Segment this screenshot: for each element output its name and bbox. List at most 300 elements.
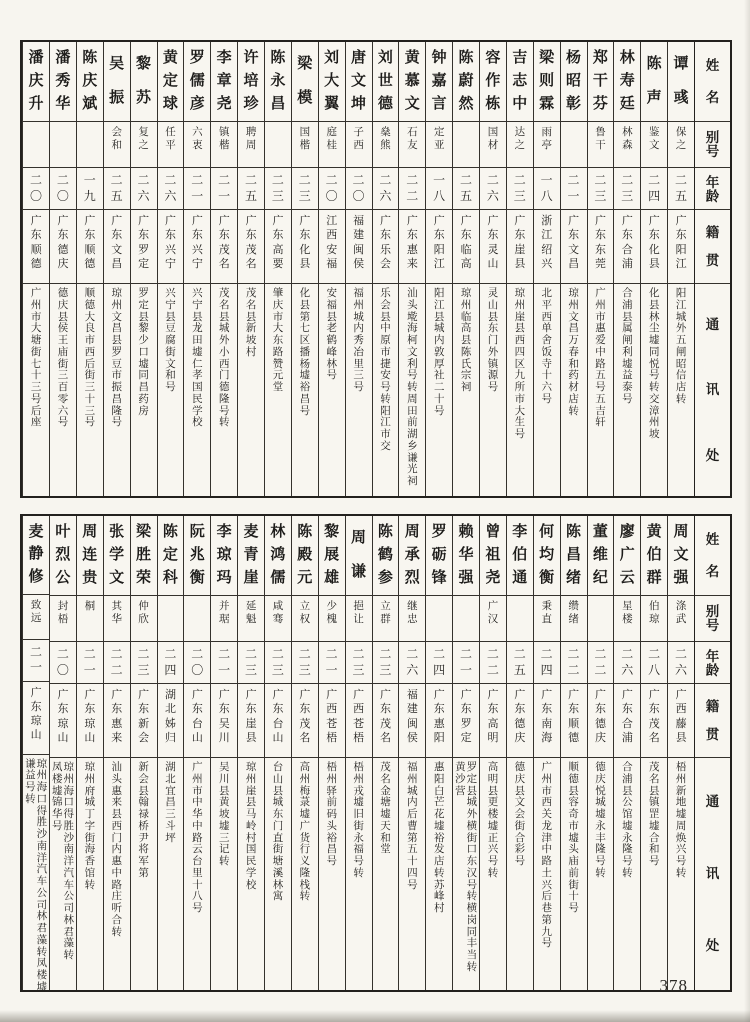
vertical-text-line: 二 一 <box>191 172 204 203</box>
vertical-text-line: 广 东 新 会 <box>138 689 150 744</box>
name-cell <box>561 516 587 596</box>
native-place-cell <box>104 210 130 284</box>
address-cell <box>104 758 130 990</box>
address-lines <box>158 758 184 990</box>
address-cell <box>373 758 399 990</box>
header-column <box>694 42 730 496</box>
alias-cell <box>534 122 560 168</box>
vertical-text-line: 容 作 栋 <box>485 50 501 112</box>
native-place-cell <box>641 684 667 758</box>
name-cell <box>507 42 533 122</box>
vertical-text-line: 潘 秀 华 <box>55 50 71 112</box>
address-lines <box>211 284 237 496</box>
vertical-text-line: 李 伯 通 <box>512 524 528 586</box>
person-column <box>76 516 103 990</box>
vertical-text-line: 二 三 <box>594 172 607 203</box>
address-lines <box>534 758 560 990</box>
alias-cell <box>507 122 533 168</box>
vertical-text-line: 广 东 南 海 <box>541 689 553 744</box>
name-cell <box>104 42 130 122</box>
age-cell <box>292 642 318 684</box>
age-cell <box>158 168 184 210</box>
age-cell <box>238 168 264 210</box>
name-cell <box>50 42 76 122</box>
address-lines <box>184 758 210 990</box>
vertical-text-line: 刘 世 德 <box>377 50 393 112</box>
header-alias-cell <box>695 596 730 642</box>
name-cell <box>588 42 614 122</box>
native-place-cell <box>588 684 614 758</box>
alias-cell <box>104 122 130 168</box>
person-column <box>479 42 506 496</box>
vertical-text-line: 二 〇 <box>352 172 365 203</box>
person-column <box>372 42 399 496</box>
person-column <box>291 42 318 496</box>
alias-cell <box>588 596 614 642</box>
vertical-text-line: 董 维 纪 <box>592 524 608 586</box>
address-lines <box>238 284 264 496</box>
address-cell <box>238 284 264 496</box>
age-cell <box>561 642 587 684</box>
vertical-text-line: 广 东 德 庆 <box>514 689 526 744</box>
vertical-text-line: 广 东 德 庆 <box>594 689 606 744</box>
person-column <box>22 516 49 990</box>
native-place-cell <box>588 210 614 284</box>
native-place-cell <box>373 210 399 284</box>
native-place-cell <box>238 684 264 758</box>
vertical-text-line: 顺 德 大 良 市 西 后 街 三 十 三 号 <box>84 288 96 429</box>
vertical-text-line: 其 华 <box>111 601 122 626</box>
name-cell <box>668 42 694 122</box>
age-cell <box>184 642 210 684</box>
person-column <box>264 42 291 496</box>
alias-cell <box>453 122 479 168</box>
alias-cell <box>373 122 399 168</box>
alias-cell <box>480 596 506 642</box>
person-column <box>237 516 264 990</box>
vertical-text-line: 年 龄 <box>705 175 720 204</box>
age-cell <box>77 168 103 210</box>
name-cell <box>588 516 614 596</box>
vertical-text-line: 复 之 <box>138 127 149 152</box>
alias-cell <box>50 596 76 642</box>
address-cell <box>373 284 399 496</box>
vertical-text-line: 任 平 <box>165 127 176 152</box>
vertical-text-line: 二 三 <box>271 172 284 203</box>
vertical-text-line: 咸 骞 <box>272 601 284 626</box>
address-cell <box>77 758 103 990</box>
address-lines <box>319 284 345 496</box>
vertical-text-line: 二 六 <box>406 646 419 677</box>
address-cell <box>23 284 49 496</box>
vertical-text-line: 会 和 <box>111 127 122 152</box>
vertical-text-line: 广 东 琼 山 <box>30 686 42 742</box>
vertical-text-line: 立 群 <box>380 601 391 626</box>
vertical-text-line: 德 庆 县 侯 王 庙 街 三 百 零 六 号 <box>57 288 69 429</box>
native-place-cell <box>238 210 264 284</box>
vertical-text-line: 广 东 台 山 <box>191 689 203 744</box>
alias-cell <box>265 122 291 168</box>
vertical-text-line: 二 二 <box>406 172 419 203</box>
name-cell <box>238 516 264 596</box>
address-cell <box>50 284 76 496</box>
name-cell <box>373 42 399 122</box>
person-column <box>533 516 560 990</box>
person-column <box>237 42 264 496</box>
native-place-cell <box>131 684 157 758</box>
vertical-text-line: 星 楼 <box>622 601 633 626</box>
age-cell <box>104 168 130 210</box>
address-lines <box>668 284 694 496</box>
vertical-text-line: 黄 伯 群 <box>646 524 662 586</box>
vertical-text-line: 广 东 文 昌 <box>568 215 580 270</box>
alias-cell <box>77 122 103 168</box>
address-cell <box>480 284 506 496</box>
vertical-text-line: 姓 名 <box>705 58 720 105</box>
native-place-cell <box>534 684 560 758</box>
address-lines <box>480 758 506 990</box>
address-cell <box>668 284 694 496</box>
name-cell <box>77 42 103 122</box>
age-cell <box>158 642 184 684</box>
name-cell <box>292 516 318 596</box>
vertical-text-line: 广 东 阳 江 <box>675 215 687 270</box>
name-cell <box>641 42 667 122</box>
native-place-cell <box>561 684 587 758</box>
native-place-cell <box>480 210 506 284</box>
address-cell <box>399 758 425 990</box>
address-cell <box>453 758 479 990</box>
name-cell <box>614 516 640 596</box>
age-cell <box>561 168 587 210</box>
person-column <box>130 516 157 990</box>
address-lines <box>614 284 640 496</box>
vertical-text-line: 麦 静 修 <box>28 523 44 586</box>
vertical-text-line: 广 东 合 浦 <box>621 689 633 744</box>
person-column <box>533 42 560 496</box>
vertical-text-line: 二 三 <box>621 172 634 203</box>
vertical-text-line: 广 东 兴 宁 <box>164 215 176 270</box>
alias-cell <box>641 122 667 168</box>
name-cell <box>50 516 76 596</box>
vertical-text-line: 广 东 茂 名 <box>648 689 660 744</box>
vertical-text-line: 二 〇 <box>56 646 69 677</box>
person-column <box>452 516 479 990</box>
person-column <box>49 516 76 990</box>
vertical-text-line: 二 三 <box>245 646 258 677</box>
native-place-cell <box>507 210 533 284</box>
name-cell <box>614 42 640 122</box>
vertical-text-line: 周 承 烈 <box>404 524 420 586</box>
vertical-text-line: 二 〇 <box>56 172 69 203</box>
vertical-text-line: 叶 烈 公 <box>55 524 71 586</box>
address-cell <box>534 284 560 496</box>
vertical-text-line: 陈 庆 斌 <box>82 50 98 112</box>
vertical-text-line: 陈 殿 元 <box>297 524 313 586</box>
name-cell <box>534 42 560 122</box>
address-lines <box>211 758 237 990</box>
native-place-cell <box>319 210 345 284</box>
name-cell <box>265 516 291 596</box>
vertical-text-line: 广 东 合 浦 <box>621 215 633 270</box>
age-cell <box>265 168 291 210</box>
vertical-text-line: 广 东 化 县 <box>648 215 660 270</box>
address-cell <box>346 284 372 496</box>
address-lines <box>77 758 103 990</box>
address-lines <box>131 758 157 990</box>
person-column <box>667 516 694 990</box>
vertical-text-line: 二 一 <box>218 646 231 677</box>
person-column <box>210 42 237 496</box>
address-cell <box>50 758 76 990</box>
vertical-text-line: 陈 昌 绪 <box>566 524 582 586</box>
vertical-text-line: 湖 北 姊 归 <box>164 689 176 744</box>
vertical-text-line: 阳 江 城 外 五 闸 昭 信 店 转 <box>675 288 687 405</box>
vertical-text-line: 李 琼 玛 <box>216 524 232 586</box>
header-native-cell <box>695 210 730 284</box>
header-native-cell <box>695 684 730 758</box>
vertical-text-line: 燊 熊 <box>380 127 391 152</box>
vertical-text-line: 镇 楷 <box>218 127 230 152</box>
address-cell <box>184 284 210 496</box>
native-place-cell <box>614 684 640 758</box>
vertical-text-line: 钟 嘉 言 <box>431 50 447 112</box>
vertical-text-line: 阳 江 县 城 内 敦 厚 社 二 十 号 <box>433 288 445 417</box>
vertical-text-line: 梁 模 <box>297 55 313 107</box>
vertical-text-line: 潘 庆 升 <box>28 50 44 112</box>
name-cell <box>23 42 49 122</box>
person-column <box>452 42 479 496</box>
address-cell <box>211 758 237 990</box>
vertical-text-line: 二 三 <box>513 172 526 203</box>
vertical-text-line: 二 五 <box>513 646 526 677</box>
age-cell <box>668 168 694 210</box>
alias-cell <box>184 122 210 168</box>
alias-cell <box>238 596 264 642</box>
address-lines <box>641 758 667 990</box>
vertical-text-line: 茂 名 县 城 外 小 西 门 德 隆 号 转 <box>218 288 230 429</box>
alias-cell <box>346 596 372 642</box>
alias-cell <box>373 596 399 642</box>
vertical-text-line: 并 琚 <box>218 601 230 626</box>
vertical-text-line: 黄 定 球 <box>162 50 178 112</box>
alias-cell <box>319 596 345 642</box>
vertical-text-line: 保 之 <box>675 127 687 152</box>
name-cell <box>399 516 425 596</box>
person-column <box>398 516 425 990</box>
age-cell <box>184 168 210 210</box>
age-cell <box>453 168 479 210</box>
address-cell <box>265 284 291 496</box>
address-cell <box>507 284 533 496</box>
vertical-text-line: 梧 州 戎 墟 旧 街 永 福 号 转 <box>353 762 364 879</box>
alias-cell <box>399 596 425 642</box>
vertical-text-line: 二 四 <box>433 646 446 677</box>
person-column <box>425 516 452 990</box>
person-column <box>264 516 291 990</box>
person-column <box>506 516 533 990</box>
name-cell <box>319 516 345 596</box>
vertical-text-line: 广 东 罗 定 <box>138 215 150 270</box>
person-column <box>640 516 667 990</box>
vertical-text-line: 周 连 贵 <box>82 524 98 586</box>
vertical-text-line: 陈 声 <box>646 55 662 107</box>
alias-cell <box>426 122 452 168</box>
vertical-text-line: 广 州 市 中 华 中 路 云 台 里 十 八 号 <box>192 762 203 914</box>
name-cell <box>104 516 130 596</box>
vertical-text-line: 汕 头 惠 来 县 西 门 内 惠 中 路 庄 听 合 转 <box>111 762 122 938</box>
vertical-text-line: 雨 亭 <box>541 127 552 152</box>
vertical-text-line: 湖 北 宜 昌 三 斗 坪 <box>165 762 176 844</box>
vertical-text-line: 二 〇 <box>191 646 204 677</box>
vertical-text-line: 二 三 <box>298 646 311 677</box>
vertical-text-line: 一 八 <box>540 172 553 203</box>
vertical-text-line: 曾 祖 尧 <box>485 524 501 586</box>
vertical-text-line: 二 四 <box>648 172 661 203</box>
vertical-text-line: 广 东 崖 县 <box>514 215 526 270</box>
alias-cell <box>211 122 237 168</box>
address-cell <box>23 755 49 991</box>
address-cell <box>238 758 264 990</box>
name-cell <box>184 42 210 122</box>
vertical-text-line: 庭 桂 <box>326 127 337 152</box>
native-place-cell <box>614 210 640 284</box>
age-cell <box>346 642 372 684</box>
vertical-text-line: 廖 广 云 <box>619 524 635 586</box>
vertical-text-line: 台 山 县 城 东 门 直 街 塘 溪 林 寓 <box>272 762 284 903</box>
native-place-cell <box>319 684 345 758</box>
age-cell <box>641 168 667 210</box>
address-cell <box>292 284 318 496</box>
address-lines <box>77 284 103 496</box>
vertical-text-line: 广 西 藤 县 <box>675 689 687 744</box>
name-cell <box>184 516 210 596</box>
vertical-text-line: 广 东 顺 德 <box>568 689 580 744</box>
age-cell <box>50 642 76 684</box>
native-place-cell <box>265 684 291 758</box>
age-cell <box>131 642 157 684</box>
address-lines <box>238 758 264 990</box>
address-lines <box>588 758 614 990</box>
age-cell <box>373 168 399 210</box>
alias-cell <box>534 596 560 642</box>
vertical-text-line: 定 亚 <box>433 127 445 152</box>
address-cell <box>588 284 614 496</box>
vertical-text-line: 茂 名 金 塘 墟 天 和 堂 <box>380 762 391 856</box>
name-cell <box>77 516 103 596</box>
vertical-text-line: 顺 德 县 容 奇 市 墟 头 庙 前 街 十 号 <box>568 762 579 914</box>
native-place-cell <box>480 684 506 758</box>
vertical-text-line: 周 文 强 <box>673 524 689 586</box>
vertical-text-line: 林 寿 廷 <box>619 50 635 112</box>
vertical-text-line: 陈 鹤 参 <box>377 524 393 586</box>
vertical-text-line: 挹 让 <box>353 601 364 626</box>
address-cell <box>426 284 452 496</box>
address-cell <box>184 758 210 990</box>
header-alias-cell <box>695 122 730 168</box>
alias-cell <box>292 122 318 168</box>
vertical-text-line: 江 西 安 福 <box>326 215 338 270</box>
vertical-text-line: 二 三 <box>271 646 284 677</box>
page-number: 378 <box>659 976 688 995</box>
vertical-text-line: 陈 蔚 然 <box>458 50 474 112</box>
person-column <box>49 42 76 496</box>
vertical-text-line: 广 西 苍 梧 <box>326 689 338 744</box>
address-cell <box>641 284 667 496</box>
age-cell <box>507 168 533 210</box>
header-address-cell <box>695 758 730 990</box>
address-lines <box>399 284 425 496</box>
address-lines <box>265 284 291 496</box>
header-age-cell <box>695 168 730 210</box>
name-cell <box>158 42 184 122</box>
vertical-text-line: 广 东 文 昌 <box>111 215 123 270</box>
name-cell <box>480 42 506 122</box>
vertical-text-line: 封 梧 <box>57 601 69 626</box>
age-cell <box>614 168 640 210</box>
vertical-text-line: 福 州 城 内 后 曹 第 五 十 四 号 <box>407 762 418 891</box>
native-place-cell <box>668 684 694 758</box>
alias-cell <box>453 596 479 642</box>
vertical-text-line: 浙 江 绍 兴 <box>541 215 553 270</box>
vertical-text-line: 广 东 茂 名 <box>218 215 230 270</box>
address-cell <box>319 758 345 990</box>
header-name-cell <box>695 42 730 122</box>
vertical-text-line: 合 浦 县 属 闸 利 墟 益 泰 号 <box>622 288 633 405</box>
person-column <box>183 516 210 990</box>
address-cell <box>641 758 667 990</box>
native-place-cell <box>50 210 76 284</box>
name-cell <box>211 516 237 596</box>
vertical-text-line: 梧 州 新 地 墟 周 焕 兴 号 转 <box>675 762 687 879</box>
address-cell <box>292 758 318 990</box>
name-cell <box>265 42 291 122</box>
person-column <box>640 42 667 496</box>
vertical-text-line: 广 东 高 明 <box>487 689 499 744</box>
vertical-text-line: 二 一 <box>218 172 231 203</box>
vertical-text-line: 茂 名 县 镇 罡 墟 合 和 号 <box>648 762 660 867</box>
native-place-cell <box>373 684 399 758</box>
native-place-cell <box>77 210 103 284</box>
address-cell <box>77 284 103 496</box>
person-column <box>318 516 345 990</box>
vertical-text-line: 二 〇 <box>30 172 43 203</box>
address-lines <box>346 758 372 990</box>
vertical-text-line: 国 楷 <box>299 127 311 152</box>
vertical-text-line: 吴 川 县 黄 坡 墟 三 记 转 <box>218 762 230 867</box>
vertical-text-line: 黎 展 雄 <box>324 524 340 586</box>
vertical-text-line: 二 二 <box>594 646 607 677</box>
vertical-text-line: 赖 华 强 <box>458 524 474 586</box>
vertical-text-line: 吉 志 中 <box>512 50 528 112</box>
address-cell <box>614 758 640 990</box>
vertical-text-line: 二 一 <box>460 646 473 677</box>
vertical-text-line: 鲁 干 <box>595 127 606 152</box>
vertical-text-line: 唐 文 坤 <box>351 50 367 112</box>
age-cell <box>399 168 425 210</box>
vertical-text-line: 二 六 <box>137 172 150 203</box>
vertical-text-line: 籍 贯 <box>705 224 720 268</box>
address-lines <box>399 758 425 990</box>
address-lines <box>265 758 291 990</box>
vertical-text-line: 陈 定 科 <box>162 524 178 586</box>
address-cell <box>131 284 157 496</box>
person-column <box>613 42 640 496</box>
age-cell <box>23 640 49 681</box>
native-place-cell <box>23 682 49 755</box>
alias-cell <box>319 122 345 168</box>
header-age-cell <box>695 642 730 684</box>
